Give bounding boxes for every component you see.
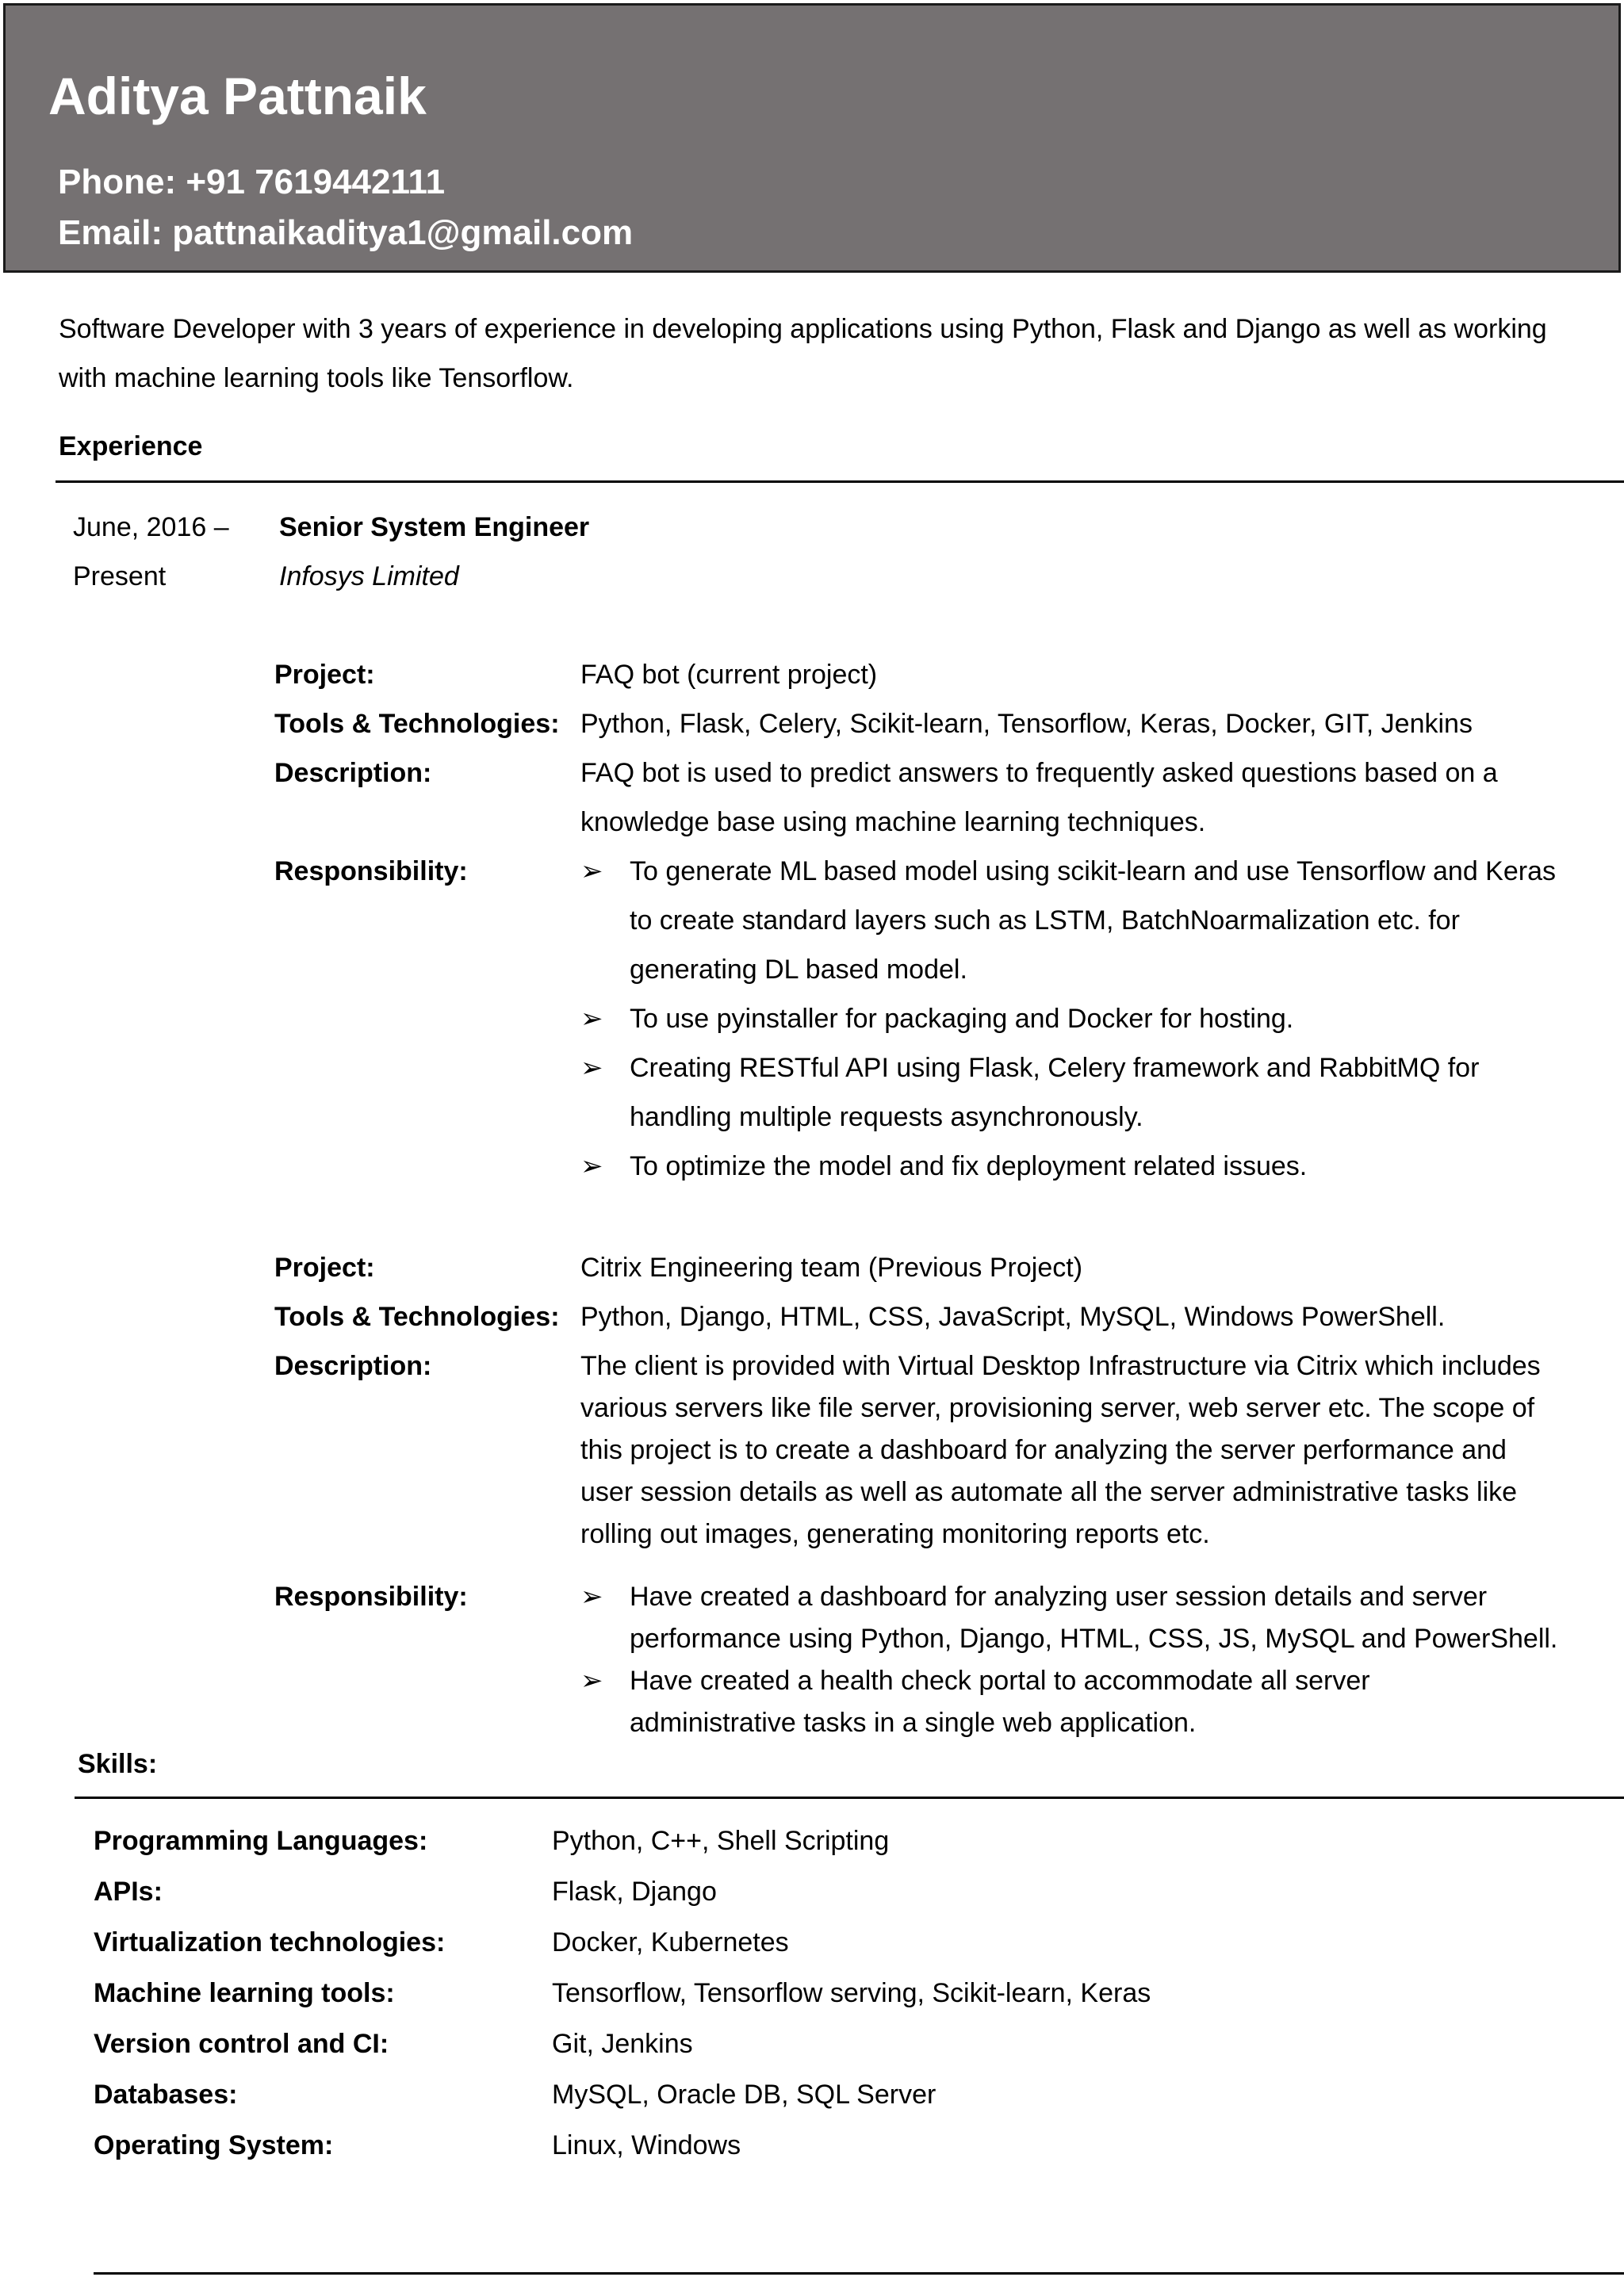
skills-heading: Skills:: [78, 1749, 158, 1779]
skill-label: Databases:: [94, 2080, 238, 2110]
skill-label: Machine learning tools:: [94, 1978, 395, 2008]
skill-label: Version control and CI:: [94, 2029, 389, 2059]
email-address: Email: pattnaikaditya1@gmail.com: [58, 213, 634, 252]
project-tools: Python, Flask, Celery, Scikit-learn, Tensorflow, Keras, Docker, GIT, Jenkins: [580, 709, 1473, 739]
arrow-bullet-icon: ➢: [580, 1151, 603, 1181]
skill-value: Tensorflow, Tensorflow serving, Scikit-learn, Keras: [552, 1978, 1151, 2008]
project-description: The client is provided with Virtual Desktop Infrastructure via Citrix which includes various servers like file server, provisioning server, web server etc. The scope of this project is to create a dashboard for analyzing the server performance and user session details as well as automate all the server administrative tasks like rolling out images, generating monitoring reports etc.: [580, 1351, 1541, 1549]
skill-value: Python, C++, Shell Scripting: [552, 1826, 890, 1856]
responsibility-item: To optimize the model and fix deployment related issues.: [630, 1151, 1308, 1181]
arrow-bullet-icon: ➢: [580, 1053, 603, 1083]
skill-value: Linux, Windows: [552, 2130, 741, 2160]
skill-value: MySQL, Oracle DB, SQL Server: [552, 2080, 936, 2110]
arrow-bullet-icon: ➢: [580, 1004, 603, 1034]
phone-number: Phone: +91 7619442111: [58, 163, 446, 201]
footer-divider: [94, 2272, 1624, 2275]
skill-label: Operating System:: [94, 2130, 334, 2160]
candidate-name: Aditya Pattnaik: [48, 67, 427, 125]
arrow-bullet-icon: ➢: [580, 1582, 603, 1612]
project-label: Project:: [274, 660, 375, 690]
responsibility-label: Responsibility:: [274, 856, 468, 886]
job-dates: [73, 503, 229, 601]
tools-label: Tools & Technologies:: [274, 1302, 560, 1332]
description-label: Description:: [274, 758, 432, 788]
description-label: Description:: [274, 1351, 432, 1381]
responsibility-item: Creating RESTful API using Flask, Celery framework and RabbitMQ for handling multiple requests asynchronously.: [630, 1053, 1480, 1132]
experience-divider: [56, 480, 1624, 483]
responsibility-label: Responsibility:: [274, 1582, 468, 1612]
project-label: Project:: [274, 1253, 375, 1283]
job-dates-start: June, 2016 –: [73, 512, 229, 542]
resume-header: [3, 3, 1621, 273]
project-tools: Python, Django, HTML, CSS, JavaScript, MySQL, Windows PowerShell.: [580, 1302, 1446, 1332]
skill-value: Git, Jenkins: [552, 2029, 693, 2059]
responsibility-item: To generate ML based model using scikit-learn and use Tensorflow and Keras to create standard layers such as LSTM, BatchNoarmalization etc. for generating DL based model.: [630, 856, 1557, 985]
company-name: Infosys Limited: [279, 561, 459, 591]
skill-value: Flask, Django: [552, 1877, 717, 1907]
responsibility-item: Have created a dashboard for analyzing user session details and server performance using Python, Django, HTML, CSS, JS, MySQL and PowerShell.: [630, 1582, 1558, 1654]
arrow-bullet-icon: ➢: [580, 856, 603, 886]
job-dates-end: Present: [73, 561, 167, 591]
responsibility-item: Have created a health check portal to accommodate all server administrative tasks in a single web application.: [630, 1666, 1370, 1738]
arrow-bullet-icon: ➢: [580, 1666, 603, 1696]
responsibility-item: To use pyinstaller for packaging and Docker for hosting.: [630, 1004, 1294, 1034]
skill-label: Virtualization technologies:: [94, 1927, 446, 1957]
skill-label: APIs:: [94, 1877, 163, 1907]
summary-text: Software Developer with 3 years of experience in developing applications using Python, Flask and Django as well as working with machine learning tools like Tensorflow.: [59, 314, 1547, 393]
job-title: Senior System Engineer: [279, 512, 590, 542]
project-name: Citrix Engineering team (Previous Project): [580, 1253, 1083, 1283]
experience-heading: Experience: [59, 431, 203, 461]
project-name: FAQ bot (current project): [580, 660, 878, 690]
skill-label: Programming Languages:: [94, 1826, 428, 1856]
skill-value: Docker, Kubernetes: [552, 1927, 789, 1957]
project-description: FAQ bot is used to predict answers to frequently asked questions based on a knowledge base using machine learning techniques.: [580, 758, 1498, 837]
tools-label: Tools & Technologies:: [274, 709, 560, 739]
skills-divider: [75, 1797, 1624, 1799]
